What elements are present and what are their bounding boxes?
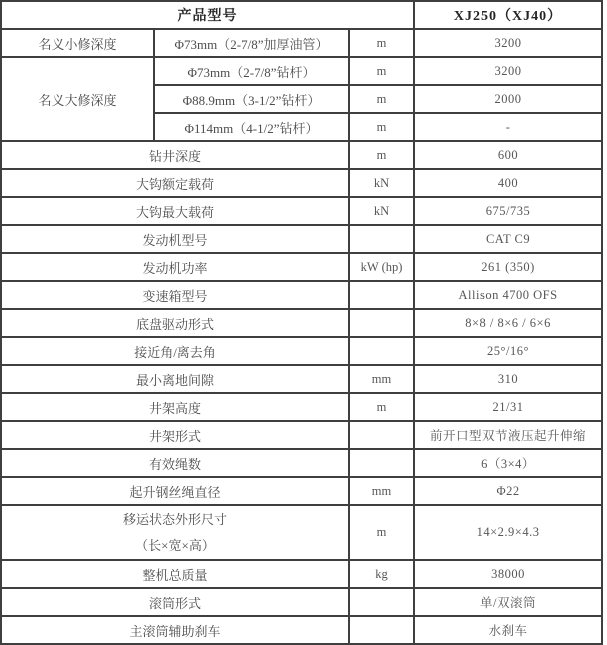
unit-cell: kW (hp) [349, 253, 414, 281]
header-row [1, 1, 602, 29]
value-cell: 2000 [414, 85, 602, 113]
table-row [1, 560, 602, 588]
label-cell: 发动机功率 [1, 253, 349, 281]
label-line: （长×宽×高） [135, 537, 215, 553]
label-cell [1, 505, 349, 560]
value-cell: 400 [414, 169, 602, 197]
table-row [1, 365, 602, 393]
unit-cell [349, 449, 414, 477]
value-cell: 21/31 [414, 393, 602, 421]
label-cell: 井架高度 [1, 393, 349, 421]
label-cell: 接近角/离去角 [1, 337, 349, 365]
table-row [1, 281, 602, 309]
value-cell: 8×8 / 8×6 / 6×6 [414, 309, 602, 337]
label-cell: 名义小修深度 [1, 29, 154, 57]
table-body [1, 29, 602, 644]
value-cell: 3200 [414, 29, 602, 57]
table-row [1, 449, 602, 477]
unit-cell: mm [349, 477, 414, 505]
value-cell: 25°/16° [414, 337, 602, 365]
label-cell: 钻井深度 [1, 141, 349, 169]
unit-cell: m [349, 393, 414, 421]
unit-cell [349, 309, 414, 337]
label-cell: 滚筒形式 [1, 588, 349, 616]
spec-cell: Φ114mm（4-1/2”钻杆） [154, 113, 349, 141]
label-cell: 变速箱型号 [1, 281, 349, 309]
spec-cell: Φ73mm（2-7/8”加厚油管） [154, 29, 349, 57]
header-cell: 产品型号 [1, 1, 414, 29]
table-row [1, 505, 602, 560]
value-cell: 3200 [414, 57, 602, 85]
label-cell: 大钩最大载荷 [1, 197, 349, 225]
unit-cell: kN [349, 197, 414, 225]
label-cell: 整机总质量 [1, 560, 349, 588]
spec-cell: Φ73mm（2-7/8”钻杆） [154, 57, 349, 85]
label-cell: 起升钢丝绳直径 [1, 477, 349, 505]
unit-cell: m [349, 141, 414, 169]
value-cell: 单/双滚筒 [414, 588, 602, 616]
table-row [1, 197, 602, 225]
value-cell: 261 (350) [414, 253, 602, 281]
table-row [1, 588, 602, 616]
unit-cell: m [349, 505, 414, 560]
label-cell: 发动机型号 [1, 225, 349, 253]
table-row [1, 477, 602, 505]
label-cell: 底盘驱动形式 [1, 309, 349, 337]
unit-cell [349, 281, 414, 309]
header-cell: XJ250（XJ40） [414, 1, 602, 29]
unit-cell: m [349, 113, 414, 141]
value-cell: 310 [414, 365, 602, 393]
table-row [1, 616, 602, 644]
value-cell: 水刹车 [414, 616, 602, 644]
value-cell: 38000 [414, 560, 602, 588]
unit-cell: mm [349, 365, 414, 393]
unit-cell: m [349, 57, 414, 85]
label-cell: 主滚筒辅助刹车 [1, 616, 349, 644]
unit-cell: m [349, 29, 414, 57]
table-header [1, 1, 602, 29]
label-cell: 最小离地间隙 [1, 365, 349, 393]
unit-cell [349, 337, 414, 365]
table-row [1, 225, 602, 253]
unit-cell [349, 421, 414, 449]
value-cell: - [414, 113, 602, 141]
value-cell: 600 [414, 141, 602, 169]
table-row [1, 393, 602, 421]
table-row [1, 253, 602, 281]
value-cell: 675/735 [414, 197, 602, 225]
table-row [1, 169, 602, 197]
table-row [1, 29, 602, 57]
table-row [1, 421, 602, 449]
unit-cell: m [349, 85, 414, 113]
value-cell: 14×2.9×4.3 [414, 505, 602, 560]
unit-cell: kN [349, 169, 414, 197]
value-cell: 6（3×4） [414, 449, 602, 477]
value-cell: 前开口型双节液压起升伸缩 [414, 421, 602, 449]
unit-cell: kg [349, 560, 414, 588]
table-row [1, 337, 602, 365]
label-cell: 名义大修深度 [1, 57, 154, 141]
label-line: 移运状态外形尺寸 [122, 511, 227, 527]
label-cell: 大钩额定载荷 [1, 169, 349, 197]
label-cell: 有效绳数 [1, 449, 349, 477]
value-cell: Allison 4700 OFS [414, 281, 602, 309]
unit-cell [349, 616, 414, 644]
value-cell: Φ22 [414, 477, 602, 505]
table-row [1, 57, 602, 85]
value-cell: CAT C9 [414, 225, 602, 253]
table-row [1, 141, 602, 169]
unit-cell [349, 225, 414, 253]
table-row [1, 309, 602, 337]
unit-cell [349, 588, 414, 616]
label-cell: 井架形式 [1, 421, 349, 449]
spec-cell: Φ88.9mm（3-1/2”钻杆） [154, 85, 349, 113]
